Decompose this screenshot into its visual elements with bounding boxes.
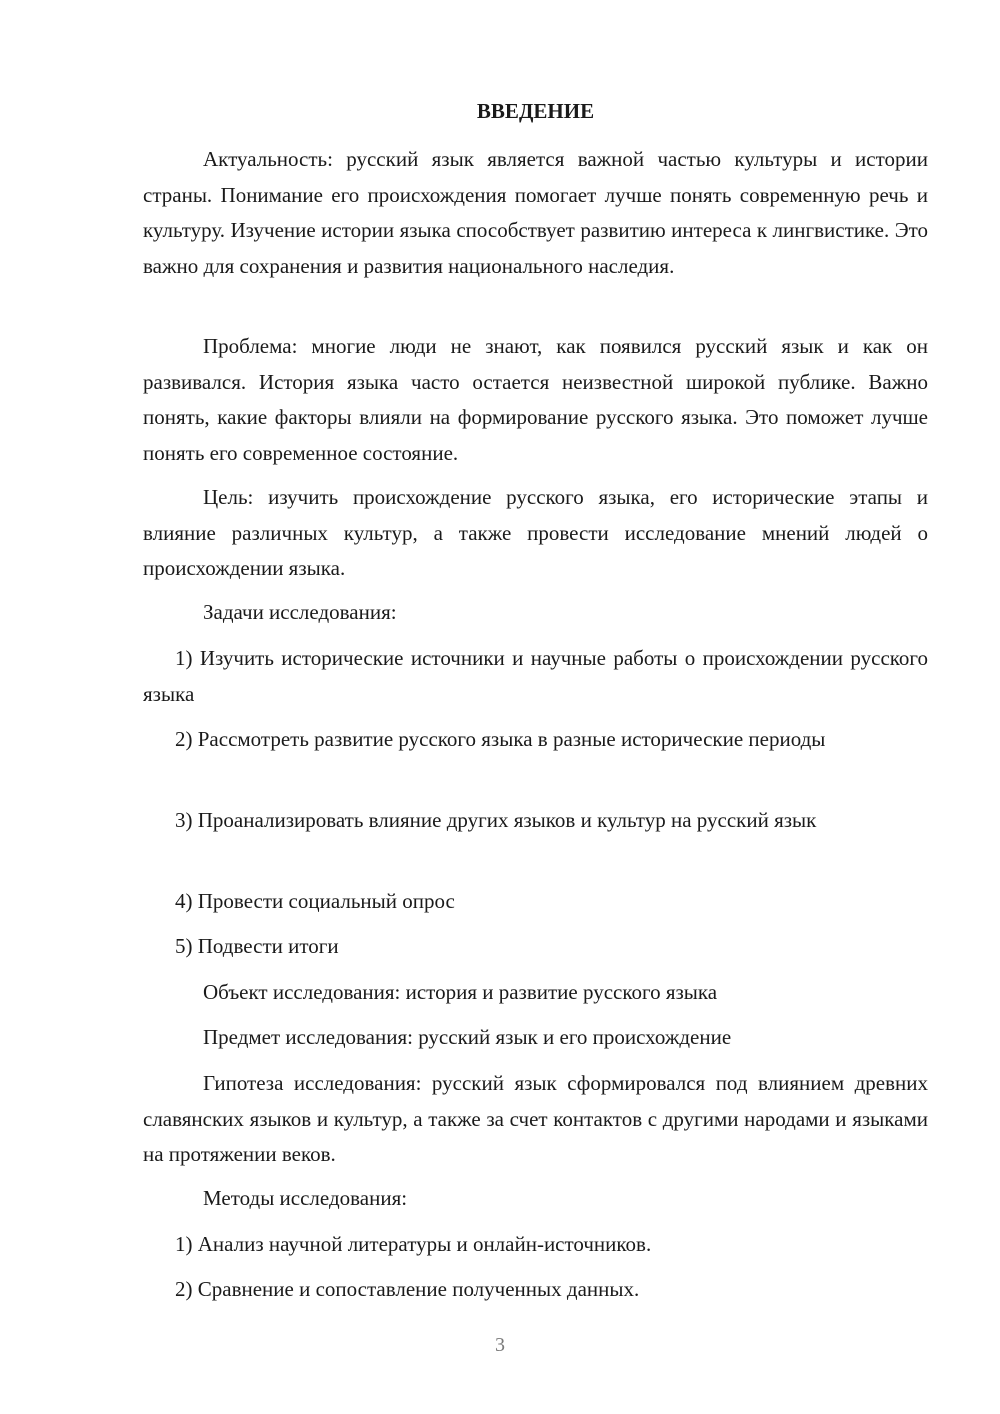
task-item: 3) Проанализировать влияние других языков и культур на русский язык (175, 808, 817, 832)
hypothesis-paragraph: Гипотеза исследования: русский язык сформировался под влиянием древних славянских языков и культур, а также за счет контактов с другими народами и языками на протяжении веков. (143, 1071, 928, 1166)
problem-paragraph: Проблема: многие люди не знают, как появился русский язык и как он развивался. История языка часто остается неизвестной широкой публике. Важно понять, какие факторы влияли на формирование русского языка. Это поможет лучше понять его современное состояние. (143, 334, 928, 465)
subject-paragraph: Предмет исследования: русский язык и его происхождение (203, 1025, 732, 1049)
section-title: ВВЕДЕНИЕ (476, 99, 595, 123)
task-item: 4) Провести социальный опрос (175, 889, 455, 913)
tasks-heading: Задачи исследования: (203, 600, 397, 624)
goal-paragraph: Цель: изучить происхождение русского языка, его исторические этапы и влияние различных культур, а также провести исследование мнений людей о происхождении языка. (143, 485, 928, 580)
task-item: 2) Рассмотреть развитие русского языка в разные исторические периоды (175, 727, 826, 751)
page-number: 3 (495, 1334, 505, 1356)
object-paragraph: Объект исследования: история и развитие русского языка (203, 980, 718, 1004)
relevance-paragraph: Актуальность: русский язык является важной частью культуры и истории страны. Понимание его происхождения помогает лучше понять современную речь и культуру. Изучение истории языка способствует развитию интереса к лингвистике. Это важно для сохранения и развития национального наследия. (143, 147, 928, 278)
method-item: 1) Анализ научной литературы и онлайн-источников. (175, 1232, 652, 1256)
task-item: 5) Подвести итоги (175, 934, 339, 958)
method-item: 2) Сравнение и сопоставление полученных данных. (175, 1277, 640, 1301)
task-item: 1) Изучить исторические источники и научные работы о происхождении русского языка (143, 646, 928, 706)
methods-heading: Методы исследования: (203, 1186, 408, 1210)
